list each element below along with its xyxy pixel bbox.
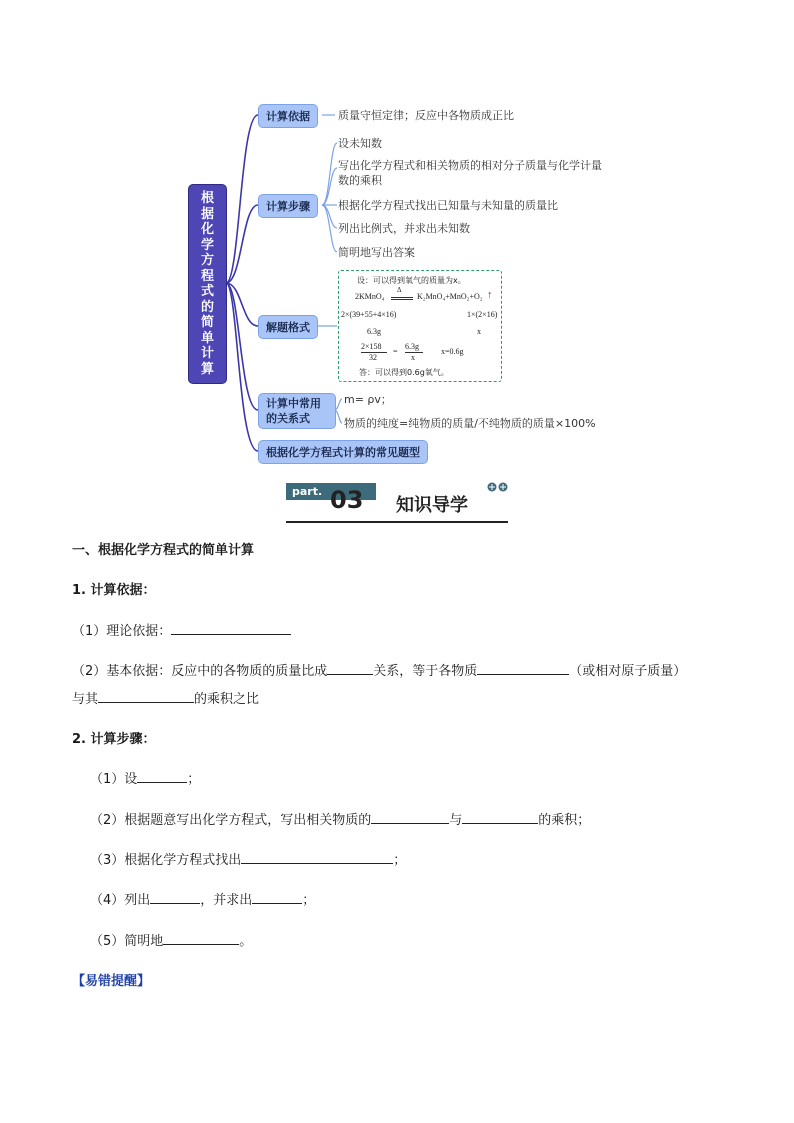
text-span: ，并求出 — [200, 893, 253, 908]
ratio-denominator-1: 32 — [369, 353, 377, 362]
answer-line: 答：可以得到0.6g氧气。 — [359, 368, 449, 377]
branch-solution-format — [258, 315, 318, 339]
fill-blank[interactable] — [137, 770, 187, 783]
text-span: 与 — [449, 813, 463, 828]
text-span: （2）基本依据：反应中的各物质的质量比成 — [72, 664, 328, 679]
leaf-relation: 物质的纯度=纯物质的质量/不纯物质的质量×100% — [344, 417, 596, 430]
branch-label: 计算依据 — [266, 110, 310, 123]
branch-label: 解题格式 — [266, 321, 310, 334]
step-line — [90, 889, 315, 908]
branch-label: 计算步骤 — [266, 200, 310, 213]
error-tip-heading: 【易错提醒】 — [72, 974, 151, 989]
decorative-dots-icon — [486, 481, 510, 493]
text-span: ； — [393, 853, 407, 868]
known-mass: 6.3g — [367, 327, 381, 336]
branch-common-question-types — [258, 440, 428, 464]
fill-blank[interactable] — [327, 662, 373, 675]
part-number: 03 — [330, 486, 364, 514]
solution-format-example — [338, 270, 502, 382]
part-tag: part. — [286, 483, 376, 500]
text-span: （2）根据题意写出化学方程式，写出相关物质的 — [90, 813, 372, 828]
text-span: 的乘积之比 — [194, 692, 260, 707]
branch-label: 根据化学方程式计算的常见题型 — [266, 446, 420, 459]
text-span: （3）根据化学方程式找出 — [90, 853, 242, 868]
step-line — [90, 849, 406, 868]
fill-blank[interactable] — [462, 811, 538, 824]
branch-common-relations — [258, 393, 336, 429]
text-span: ； — [187, 772, 201, 787]
step-line — [90, 930, 252, 949]
branch-calculation-basis — [258, 104, 318, 128]
leaf-step: 根据化学方程式找出已知量与未知量的质量比 — [338, 199, 558, 212]
text-span: 与其 — [72, 692, 99, 707]
mindmap-root — [188, 184, 227, 384]
text-span: 。 — [239, 934, 253, 949]
ratio-equals: = — [393, 347, 398, 356]
leaf-step: 设未知数 — [338, 137, 382, 150]
result-value: x=0.6g — [441, 347, 464, 356]
text-span: （5）简明地 — [90, 934, 164, 949]
mindmap-root-label: 根据化学方程式的简单计算 — [200, 191, 214, 377]
text-span: （或相对原子质量） — [569, 664, 687, 679]
unknown-mass: x — [477, 327, 481, 336]
item-title: 1. 计算依据： — [72, 583, 156, 598]
mindmap-connectors — [0, 0, 794, 480]
text-span: ； — [302, 893, 316, 908]
gas-arrow-icon: ↑ — [487, 289, 493, 301]
text-span: 的乘积； — [538, 813, 591, 828]
fill-blank[interactable] — [150, 891, 200, 904]
product-mass: 1×(2×16) — [467, 310, 498, 319]
part-title: 知识导学 — [396, 495, 468, 516]
fill-blank[interactable] — [477, 662, 569, 675]
basis-line-1 — [72, 620, 291, 639]
fill-blank[interactable] — [163, 932, 239, 945]
basis-label: （1）理论依据： — [72, 624, 172, 639]
banner-underline — [286, 521, 508, 523]
reaction-reactant: 2KMnO₄ — [355, 292, 385, 301]
fill-blank[interactable] — [252, 891, 302, 904]
section-title: 一、根据化学方程式的简单计算 — [72, 543, 255, 558]
ratio-numerator-2: 6.3g — [405, 342, 419, 351]
text-span: （4）列出 — [90, 893, 151, 908]
item-title: 2. 计算步骤： — [72, 732, 156, 747]
leaf-relation: m= ρv； — [344, 393, 392, 406]
ratio-denominator-2: x — [411, 353, 415, 362]
step-line — [90, 809, 590, 828]
leaf-step: 简明地写出答案 — [338, 246, 415, 259]
leaf-step: 写出化学方程式和相关物质的相对分子质量与化学计量数的乘积 — [338, 159, 602, 187]
fill-blank[interactable] — [171, 622, 291, 635]
reaction-products: K₂MnO₄+MnO₂+O₂ — [417, 292, 483, 301]
example-let-line: 设：可以得到氧气的质量为x。 — [357, 276, 466, 285]
fill-blank[interactable] — [241, 851, 393, 864]
leaf-step: 列出比例式，并求出未知数 — [338, 222, 470, 235]
branch-label: 计算中常用的关系式 — [266, 397, 321, 425]
fill-blank[interactable] — [98, 690, 194, 703]
reaction-condition: Δ — [397, 286, 402, 294]
reactant-mass: 2×(39+55+4×16) — [341, 310, 397, 319]
ratio-numerator-1: 2×158 — [361, 342, 382, 351]
branch-calculation-steps — [258, 194, 318, 218]
text-span: （1）设 — [90, 772, 138, 787]
leaf-basis: 质量守恒定律；反应中各物质成正比 — [338, 109, 514, 122]
basis-line-2-cont — [72, 688, 259, 707]
reaction-equals-sign — [391, 297, 413, 300]
basis-line-2 — [72, 660, 686, 679]
step-line — [90, 768, 200, 787]
text-span: 关系，等于各物质 — [373, 664, 478, 679]
fill-blank[interactable] — [371, 811, 449, 824]
